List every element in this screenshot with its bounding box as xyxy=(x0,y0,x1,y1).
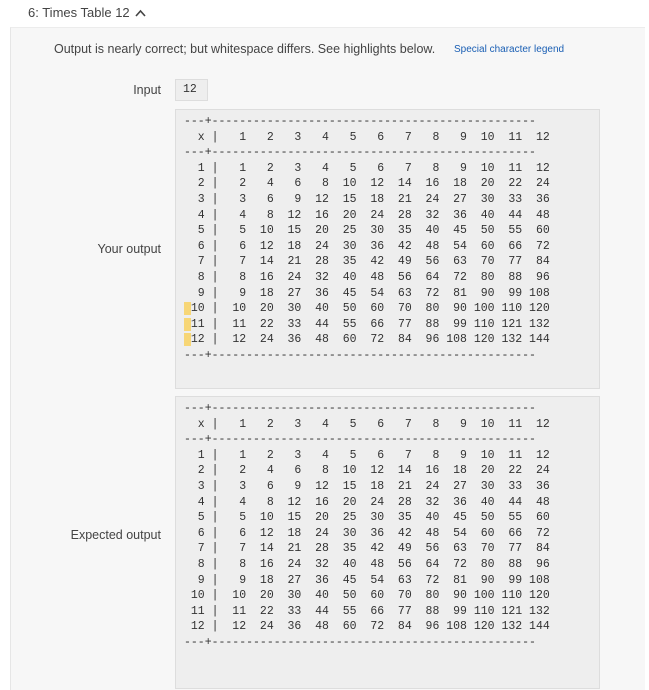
expected-output-text xyxy=(176,397,599,651)
output-line: 5 | 5 10 15 20 25 30 35 40 45 50 55 60 xyxy=(184,511,550,525)
output-line: 11 | 11 22 33 44 55 66 77 88 99 110 121 132 xyxy=(184,318,550,331)
output-line: 6 | 6 12 18 24 30 36 42 48 54 60 66 72 xyxy=(184,526,550,540)
output-line: 10 | 10 20 30 40 50 60 70 80 90 100 110 120 xyxy=(184,302,550,315)
expected-output-label: Expected output xyxy=(70,528,161,542)
output-line: 3 | 3 6 9 12 15 18 21 24 27 30 33 36 xyxy=(184,192,550,206)
output-line: 4 | 4 8 12 16 20 24 28 32 36 40 44 48 xyxy=(184,495,550,509)
output-line: x | 1 2 3 4 5 6 7 8 9 10 11 12 xyxy=(184,130,550,144)
output-line: 3 | 3 6 9 12 15 18 21 24 27 30 33 36 xyxy=(184,479,550,493)
output-line: x | 1 2 3 4 5 6 7 8 9 10 11 12 xyxy=(184,417,550,431)
output-line: ---+----------------------------------------------- xyxy=(184,635,536,649)
output-line: 8 | 8 16 24 32 40 48 56 64 72 80 88 96 xyxy=(184,557,550,571)
expected-output-box xyxy=(175,396,600,689)
output-line: 11 | 11 22 33 44 55 66 77 88 99 110 121 132 xyxy=(184,604,550,618)
output-line: 1 | 1 2 3 4 5 6 7 8 9 10 11 12 xyxy=(184,448,550,462)
input-label: Input xyxy=(133,83,161,97)
special-character-legend-link[interactable]: Special character legend xyxy=(454,44,565,55)
input-value: 12 xyxy=(175,79,208,101)
output-line: 8 | 8 16 24 32 40 48 56 64 72 80 88 96 xyxy=(184,270,550,284)
whitespace-diff-highlight xyxy=(184,333,191,346)
test-case-panel xyxy=(10,27,645,690)
output-line: 10 | 10 20 30 40 50 60 70 80 90 100 110 120 xyxy=(184,589,550,603)
output-line: 5 | 5 10 15 20 25 30 35 40 45 50 55 60 xyxy=(184,224,550,238)
your-output-label: Your output xyxy=(97,242,161,256)
output-line: ---+----------------------------------------------- xyxy=(184,115,536,128)
output-line: 12 | 12 24 36 48 60 72 84 96 108 120 132 144 xyxy=(184,333,550,346)
output-line: 7 | 7 14 21 28 35 42 49 56 63 70 77 84 xyxy=(184,255,550,269)
test-case-header[interactable] xyxy=(28,5,146,20)
output-line: ---+----------------------------------------------- xyxy=(184,433,536,447)
output-line: 1 | 1 2 3 4 5 6 7 8 9 10 11 12 xyxy=(184,161,550,175)
output-line: 9 | 9 18 27 36 45 54 63 72 81 90 99 108 xyxy=(184,573,550,587)
test-case-title[interactable]: 6: Times Table 12 xyxy=(28,5,130,20)
output-line: 6 | 6 12 18 24 30 36 42 48 54 60 66 72 xyxy=(184,239,550,253)
output-line: ---+----------------------------------------------- xyxy=(184,402,536,415)
output-line: ---+----------------------------------------------- xyxy=(184,348,536,362)
chevron-up-icon[interactable] xyxy=(135,9,146,17)
result-summary: Output is nearly correct; but whitespace differs. See highlights below. xyxy=(54,42,436,56)
output-line: 4 | 4 8 12 16 20 24 28 32 36 40 44 48 xyxy=(184,208,550,222)
your-output-text xyxy=(176,110,599,364)
whitespace-diff-highlight xyxy=(184,302,191,315)
output-line: 2 | 2 4 6 8 10 12 14 16 18 20 22 24 xyxy=(184,464,550,478)
output-line: 12 | 12 24 36 48 60 72 84 96 108 120 132 144 xyxy=(184,620,550,634)
whitespace-diff-highlight xyxy=(184,318,191,331)
output-line: 9 | 9 18 27 36 45 54 63 72 81 90 99 108 xyxy=(184,286,550,300)
output-line: 7 | 7 14 21 28 35 42 49 56 63 70 77 84 xyxy=(184,542,550,556)
output-line: 2 | 2 4 6 8 10 12 14 16 18 20 22 24 xyxy=(184,177,550,191)
output-line: ---+----------------------------------------------- xyxy=(184,146,536,160)
your-output-box xyxy=(175,109,600,389)
